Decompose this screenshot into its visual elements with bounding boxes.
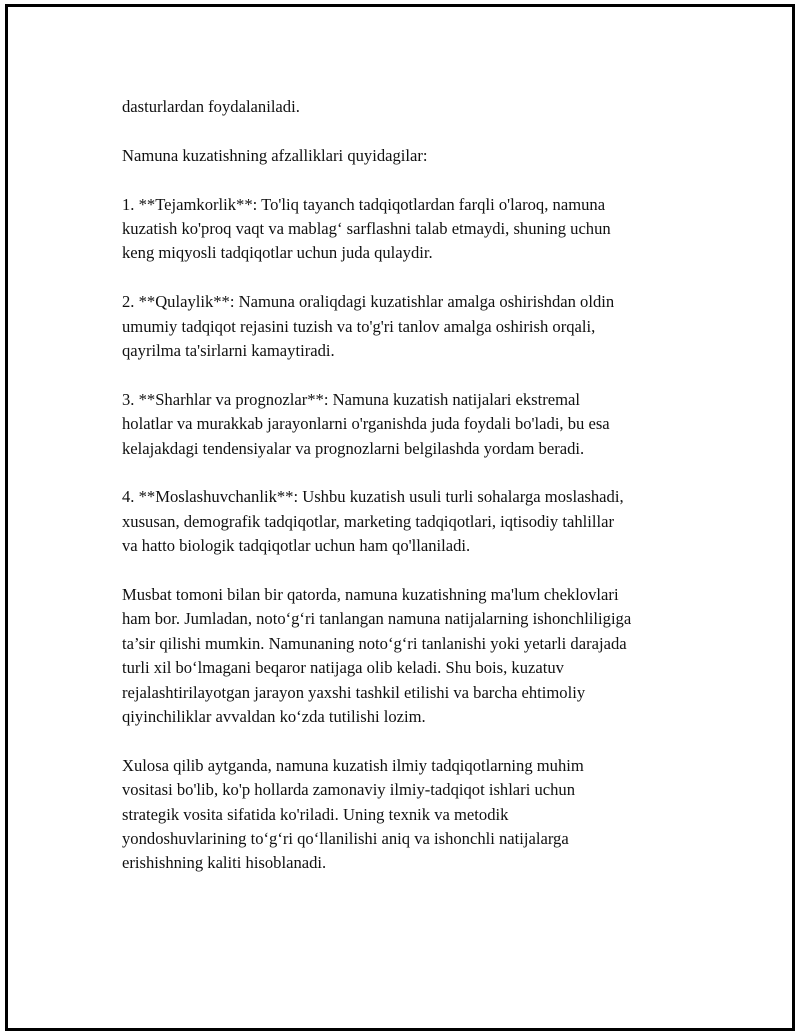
paragraph-conclusion: Xulosa qilib aytganda, namuna kuzatish ilmiy tadqiqotlarning muhim vositasi bo'lib, ko'p hollarda zamonaviy ilmiy-tadqiqot ishlari uchun strategik vosita sifatida ko'riladi. Uning texnik va metodik yondoshuvlarining to‘g‘ri qo‘llanilishi aniq va ishonchli natijalarga erishishning kaliti hisoblanadi.	[122, 755, 584, 873]
paragraph-continuation: dasturlardan foydalaniladi.	[122, 97, 300, 116]
document-body	[122, 95, 697, 900]
list-item-2: 2. **Qulaylik**: Namuna oraliqdagi kuzatishlar amalga oshirishdan oldin umumiy tadqiqot rejasini tuzish va to'g'ri tanlov amalga oshirish orqali, qayrilma ta'sirlarni kamaytiradi.	[122, 292, 615, 361]
paragraph-limitations: Musbat tomoni bilan bir qatorda, namuna kuzatishning ma'lum cheklovlari ham bor. Jumladan, noto‘g‘ri tanlangan namuna natijalarning ishonchliligiga ta’sir qilishi mumkin. Namunaning noto‘g‘ri tanlanishi yoki yetarli darajada turli xil bo‘lmagani beqaror natijaga olib keladi. Shu bois, kuzatuv rejalashtirilayotgan jarayon yaxshi tashkil etilishi va barcha ehtimoliy qiyinchiliklar avvaldan ko‘zda tutilishi lozim.	[122, 585, 632, 727]
list-item-3: 3. **Sharhlar va prognozlar**: Namuna kuzatish natijalari ekstremal holatlar va murakkab jarayonlarni o'rganishda juda foydali bo'ladi, bu esa kelajakdagi tendensiyalar va prognozlarni belgilashda yordam beradi.	[122, 389, 610, 458]
paragraph-intro: Namuna kuzatishning afzalliklari quyidagilar:	[122, 145, 428, 165]
list-item-1: 1. **Tejamkorlik**: To'liq tayanch tadqiqotlardan farqli o'laroq, namuna kuzatish ko'proq vaqt va mablag‘ sarflashni talab etmaydi, shuning uchun keng miqyosli tadqiqotlar uchun juda qulaydir.	[122, 194, 611, 263]
list-item-4: 4. **Moslashuvchanlik**: Ushbu kuzatish usuli turli sohalarga moslashadi, xususan, demografik tadqiqotlar, marketing tadqiqotlari, iqtisodiy tahlillar va hatto biologik tadqiqotlar uchun ham qo'llaniladi.	[122, 487, 624, 556]
document-page	[5, 4, 795, 1031]
